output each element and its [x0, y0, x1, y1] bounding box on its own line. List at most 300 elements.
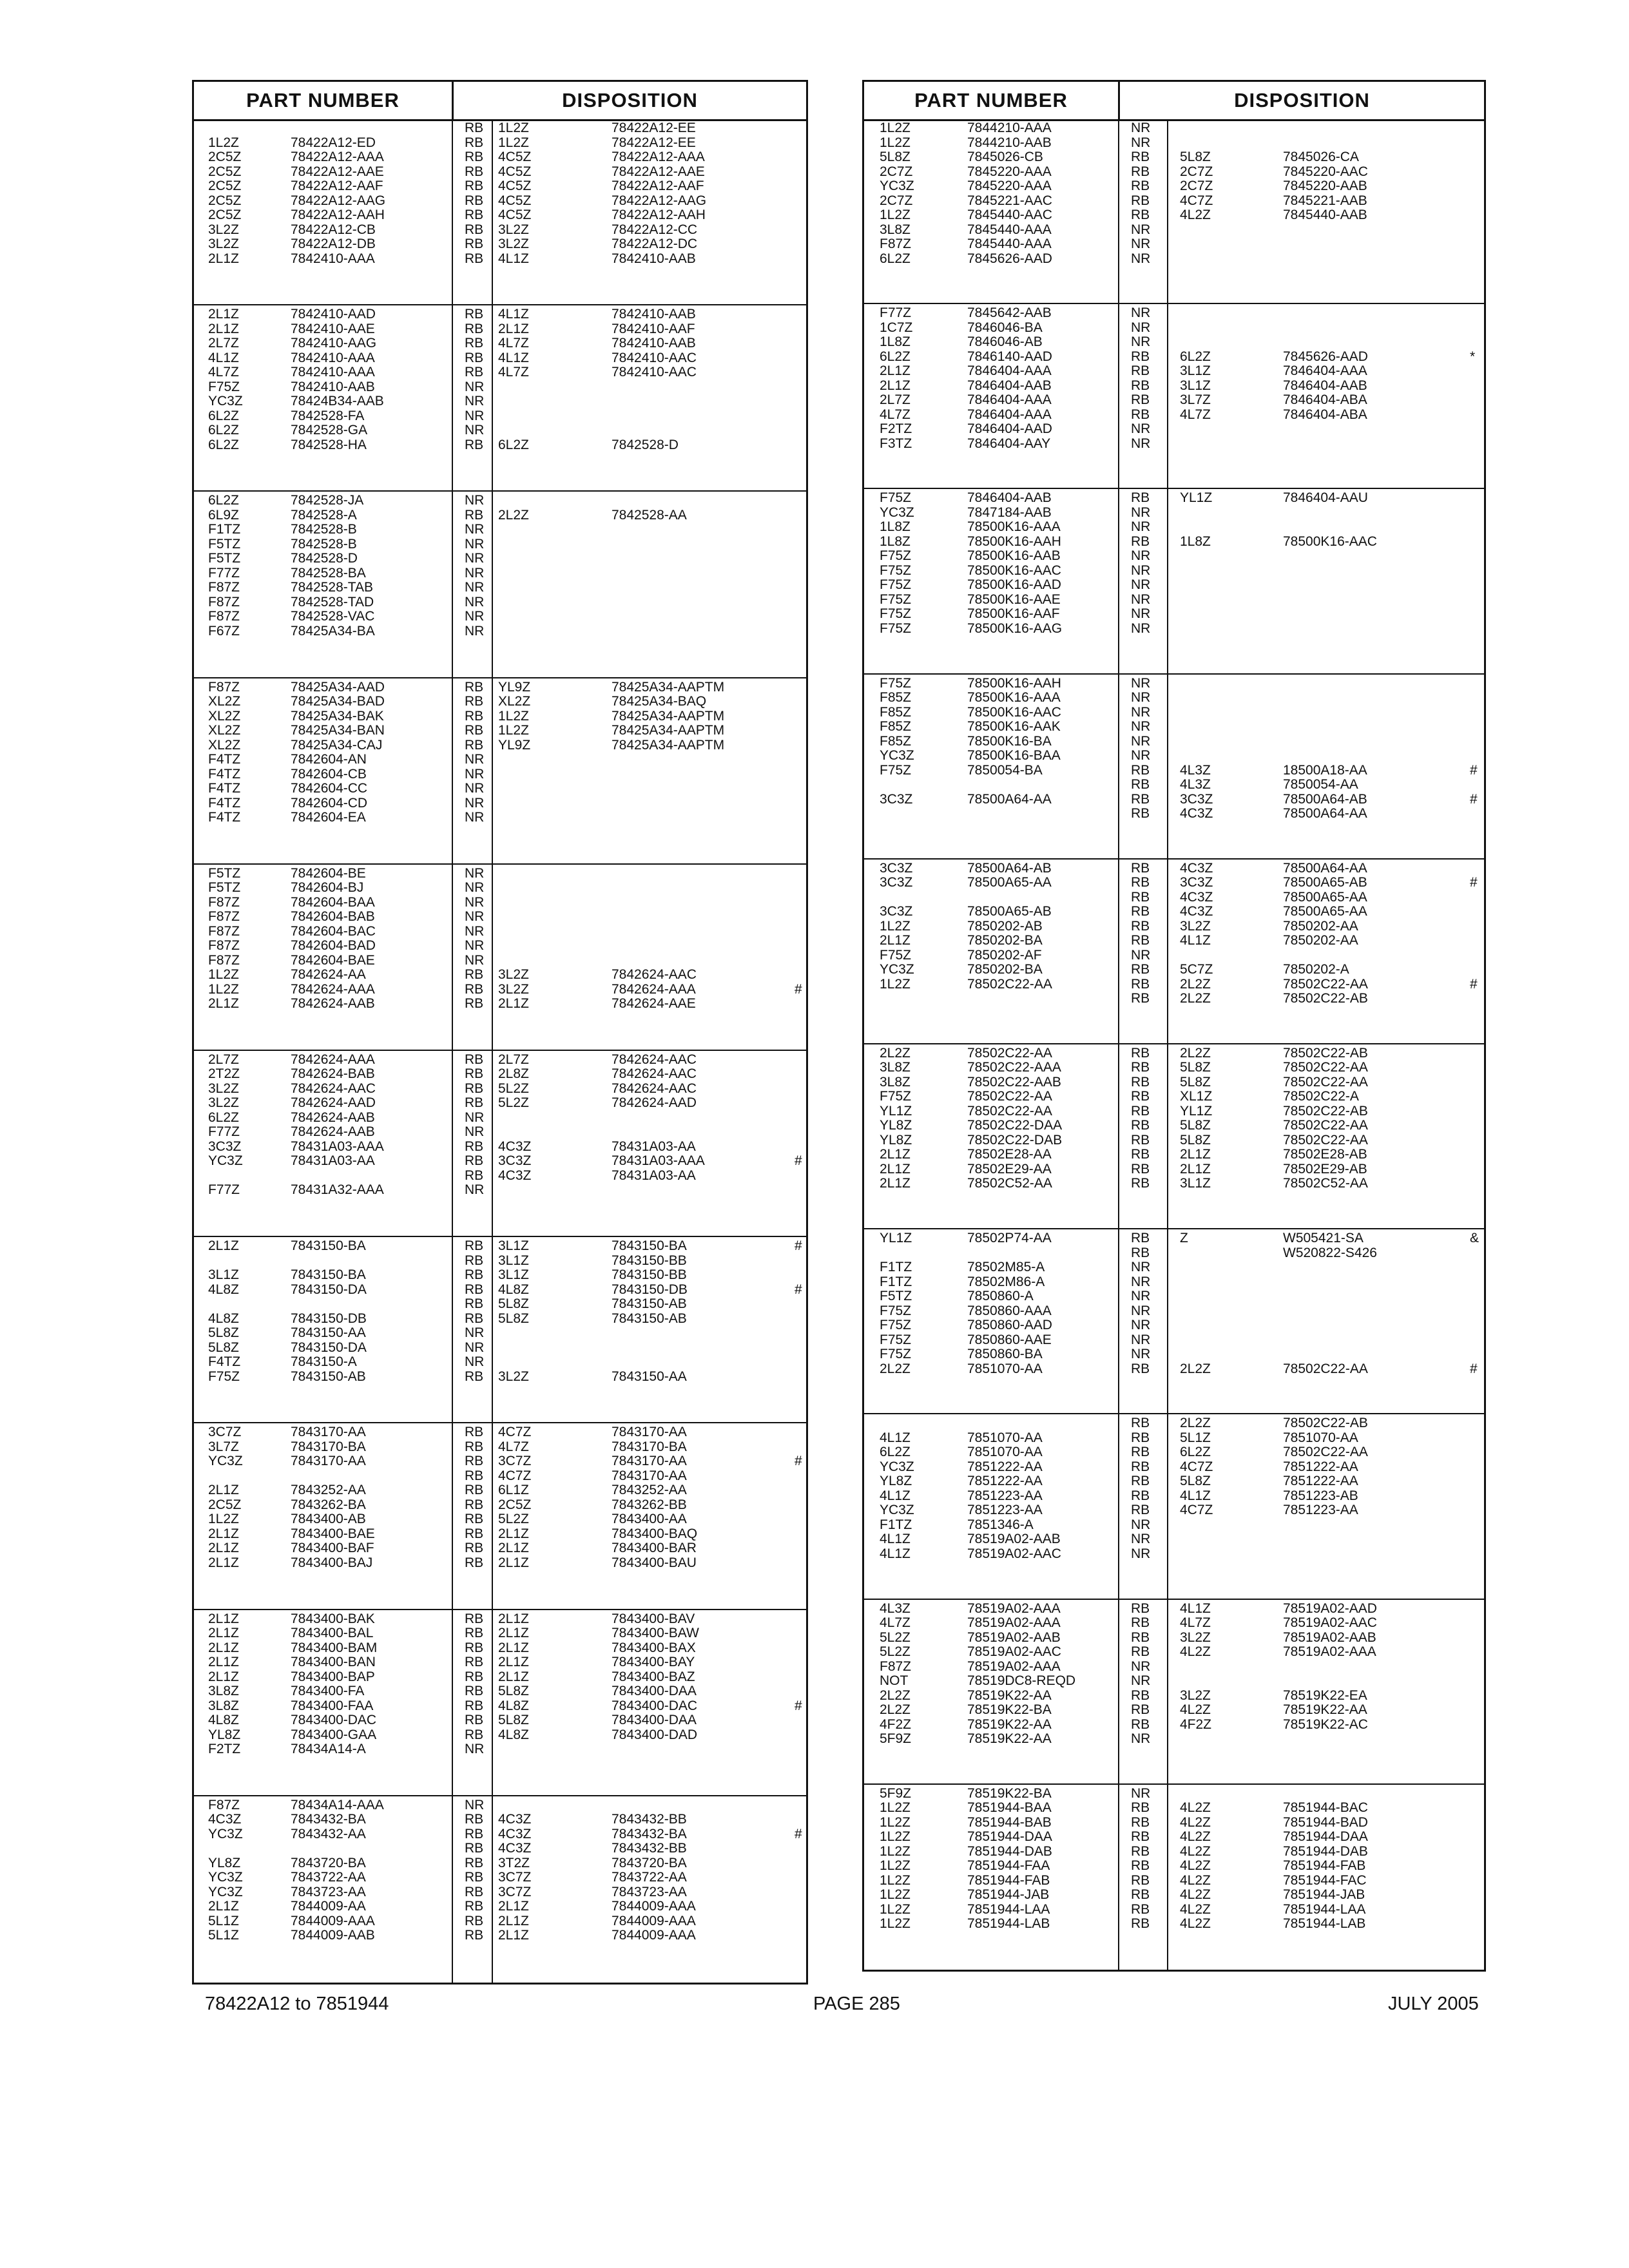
disposition-code: NR: [465, 810, 485, 825]
part-number: 7846046-AB: [967, 334, 1043, 350]
replacement-part: 7843150-BA: [612, 1238, 687, 1254]
table-row: [194, 695, 806, 709]
table-row: [194, 1684, 806, 1699]
prefix: 2C5Z: [208, 1497, 242, 1512]
disposition-code: RB: [1131, 1702, 1150, 1717]
table-row: [194, 1827, 806, 1842]
disposition-code: RB: [465, 1713, 484, 1727]
disposition-code: RB: [1131, 349, 1150, 364]
disposition-code: NR: [465, 752, 485, 767]
part-number: 78519A02-AAC: [967, 1546, 1061, 1561]
table-row: [864, 876, 1484, 890]
replacement-prefix: 3C7Z: [498, 1870, 532, 1885]
table-row: [864, 1602, 1484, 1617]
disposition-code: RB: [465, 1899, 484, 1914]
table-row: [194, 1341, 806, 1356]
disposition-code: RB: [1131, 1245, 1150, 1260]
table-row: [194, 881, 806, 896]
replacement-prefix: 6L2Z: [1180, 349, 1211, 364]
part-number: 78500K16-AAG: [967, 620, 1063, 636]
replacement-part: 7851070-AA: [1283, 1430, 1358, 1445]
part-number: 7850860-A: [967, 1289, 1034, 1304]
prefix: 1L2Z: [880, 1887, 911, 1903]
replacement-part: 78422A12-CC: [612, 222, 698, 237]
prefix: 2T2Z: [208, 1066, 240, 1082]
table-row: [864, 1177, 1484, 1191]
table-row: [194, 1812, 806, 1827]
table-row: [194, 1154, 806, 1169]
part-number: 7850202-AF: [967, 947, 1042, 963]
part-number: 7851944-DAA: [967, 1829, 1052, 1845]
replacement-part: W520822-S426: [1283, 1245, 1377, 1260]
replacement-prefix: 4L2Z: [1180, 207, 1211, 222]
prefix: F75Z: [880, 675, 912, 691]
table-row: [194, 925, 806, 939]
disposition-code: RB: [465, 1669, 484, 1684]
table-row: [194, 523, 806, 537]
disposition-code: NR: [1131, 1658, 1151, 1674]
replacement-prefix: 4L1Z: [498, 251, 529, 266]
table-row: [864, 1090, 1484, 1104]
replacement-prefix: YL9Z: [498, 679, 531, 695]
table-row: [864, 393, 1484, 408]
disposition-code: RB: [1131, 149, 1150, 164]
replacement-prefix: 4L3Z: [1180, 762, 1211, 778]
disposition-code: NR: [465, 795, 485, 811]
part-number: 78425A34-CAJ: [291, 737, 383, 753]
disposition-code: NR: [1131, 421, 1151, 437]
prefix: F75Z: [880, 490, 912, 506]
replacement-part: 7842624-AAE: [612, 996, 696, 1012]
disposition-code: RB: [1131, 918, 1150, 934]
table-row: [194, 1326, 806, 1341]
row-group: [194, 1796, 806, 1983]
prefix: YC3Z: [208, 1153, 243, 1169]
table-row: [194, 1425, 806, 1440]
replacement-part: 7846404-ABA: [1283, 407, 1367, 422]
disposition-code: NR: [465, 580, 485, 595]
part-number: 7845026-CB: [967, 149, 1043, 164]
table-row: [194, 223, 806, 238]
replacement-part: 7843170-AA: [612, 1425, 687, 1440]
replacement-part: 7843400-BAV: [612, 1611, 695, 1626]
prefix: 6L2Z: [880, 251, 911, 266]
table-row: [864, 1347, 1484, 1362]
part-number: 78500K16-AAH: [967, 675, 1061, 691]
replacement-prefix: 4C3Z: [1180, 904, 1213, 919]
row-group: [194, 1610, 806, 1796]
part-number: 7850860-AAA: [967, 1303, 1052, 1318]
disposition-code: RB: [465, 1655, 484, 1669]
table-row: [194, 307, 806, 322]
disposition-code: RB: [1131, 533, 1150, 549]
part-number: 7843150-DB: [291, 1311, 367, 1326]
replacement-part: 78500A65-AB: [1283, 875, 1367, 890]
disposition-code: RB: [465, 723, 484, 738]
prefix: YC3Z: [208, 1826, 243, 1841]
disposition-code: RB: [1131, 1074, 1150, 1090]
replacement-prefix: 2L1Z: [498, 1669, 529, 1684]
replacement-prefix: 2L1Z: [498, 1640, 529, 1655]
disposition-code: RB: [465, 1052, 484, 1067]
replacement-prefix: 4L2Z: [1180, 1814, 1211, 1830]
prefix: F87Z: [208, 594, 240, 610]
replacement-part: 7843432-BB: [612, 1812, 687, 1827]
replacement-prefix: 3L2Z: [498, 981, 529, 997]
part-number: 78500A64-AB: [967, 860, 1052, 876]
note-mark: #: [795, 1454, 802, 1469]
replacement-prefix: 4L1Z: [498, 307, 529, 322]
table-row: [194, 954, 806, 968]
prefix: 2L2Z: [880, 1702, 911, 1717]
table-row: [864, 491, 1484, 506]
prefix: F5TZ: [880, 1289, 912, 1304]
prefix: 2C7Z: [880, 164, 913, 179]
prefix: 5L8Z: [208, 1325, 239, 1341]
part-number: 7851222-AA: [967, 1474, 1043, 1489]
part-number: 78422A12-AAA: [291, 149, 384, 164]
part-number: 7842624-AAA: [291, 1052, 375, 1067]
replacement-prefix: 2L1Z: [498, 1655, 529, 1669]
disposition-code: NR: [1131, 120, 1151, 135]
disposition-code: NR: [1131, 690, 1151, 706]
table-row: [864, 607, 1484, 622]
part-number: 7851944-BAA: [967, 1800, 1052, 1816]
table-row: [864, 1075, 1484, 1090]
prefix: 2C5Z: [208, 164, 242, 179]
replacement-part: 7846404-ABA: [1283, 392, 1367, 408]
part-number: 78502C22-AAB: [967, 1074, 1061, 1090]
prefix: 4L8Z: [208, 1713, 239, 1727]
prefix: F1TZ: [208, 522, 241, 537]
part-number: 7850054-BA: [967, 762, 1043, 778]
replacement-prefix: 4L2Z: [1180, 1644, 1211, 1659]
disposition-code: RB: [1131, 193, 1150, 208]
prefix: 1L8Z: [880, 533, 911, 549]
replacement-prefix: 3L2Z: [498, 236, 529, 251]
row-group: [864, 1785, 1484, 1970]
prefix: 4L7Z: [208, 365, 239, 380]
part-number: 7842528-TAD: [291, 594, 374, 610]
table-row: [864, 321, 1484, 336]
part-number: 7851346-A: [967, 1517, 1034, 1532]
replacement-prefix: 2L1Z: [498, 1626, 529, 1640]
note-mark: #: [1470, 762, 1478, 778]
table-row: [864, 1888, 1484, 1903]
part-number: 7851070-AA: [967, 1430, 1043, 1445]
table-row: [194, 409, 806, 424]
replacement-part: 7843170-AA: [612, 1454, 687, 1469]
replacement-part: 7842410-AAC: [612, 350, 697, 365]
table-row: [864, 1489, 1484, 1504]
table-row: [864, 890, 1484, 905]
table-row: [864, 1518, 1484, 1533]
table-row: [864, 977, 1484, 992]
replacement-prefix: 4L1Z: [1180, 1600, 1211, 1616]
disposition-code: RB: [1131, 1814, 1150, 1830]
replacement-prefix: 3L1Z: [498, 1238, 529, 1254]
replacement-prefix: 5L8Z: [498, 1713, 529, 1727]
replacement-prefix: 5L8Z: [1180, 1132, 1211, 1148]
disposition-code: RB: [1131, 791, 1150, 807]
part-number: 7845220-AAA: [967, 164, 1052, 179]
replacement-part: 78502C22-AA: [1283, 1060, 1368, 1075]
prefix: F85Z: [880, 690, 912, 706]
disposition-code: RB: [1131, 1176, 1150, 1191]
part-number: 7843150-DA: [291, 1282, 367, 1297]
prefix: 5L1Z: [208, 1928, 239, 1943]
disposition-code: RB: [1131, 490, 1150, 506]
replacement-part: 78519A02-AAA: [1283, 1644, 1376, 1659]
part-number: 7843150-AA: [291, 1325, 366, 1341]
note-mark: #: [1470, 1361, 1478, 1376]
replacement-prefix: 3L2Z: [1180, 918, 1211, 934]
row-group: [194, 1423, 806, 1610]
prefix: 1L2Z: [880, 1843, 911, 1859]
part-number: 78500K16-AAD: [967, 577, 1061, 593]
replacement-part: 78502C22-AA: [1283, 1132, 1368, 1148]
prefix: F4TZ: [208, 1354, 241, 1370]
part-number: 78502C22-DAB: [967, 1132, 1063, 1148]
table-row: [194, 1742, 806, 1757]
disposition-code: NR: [1131, 606, 1151, 622]
part-number: 7846404-AAY: [967, 436, 1051, 451]
replacement-prefix: 2L1Z: [1180, 1161, 1211, 1177]
prefix: 4F2Z: [880, 1716, 912, 1732]
prefix: 2C5Z: [208, 149, 242, 164]
table-row: [194, 1641, 806, 1656]
table-row: [864, 179, 1484, 194]
disposition-code: NR: [465, 394, 485, 409]
replacement-prefix: 4C3Z: [1180, 889, 1213, 905]
table-row: [864, 1318, 1484, 1333]
prefix: 2L1Z: [208, 251, 239, 266]
part-number: 7845440-AAA: [967, 222, 1052, 237]
page-number: PAGE 285: [813, 1994, 900, 2014]
part-number: 7843400-GAA: [291, 1727, 377, 1742]
table-row: [864, 1830, 1484, 1845]
note-mark: #: [795, 1238, 802, 1254]
row-group: [864, 119, 1484, 304]
prefix: 6L2Z: [208, 1110, 239, 1125]
part-number: 78502C22-AA: [967, 1089, 1052, 1104]
table-row: [194, 1082, 806, 1097]
table-row: [194, 1728, 806, 1743]
disposition-code: RB: [465, 336, 484, 351]
prefix: F87Z: [208, 909, 240, 925]
table-row: [194, 1067, 806, 1082]
prefix: 6L2Z: [208, 408, 239, 423]
disposition-code: RB: [465, 251, 484, 266]
table-row: [864, 237, 1484, 252]
disposition-code: RB: [1131, 1615, 1150, 1630]
table-row: [864, 1246, 1484, 1261]
replacement-prefix: 4C3Z: [498, 1168, 532, 1183]
part-number: 7842624-AA: [291, 967, 366, 983]
table-row: [194, 1527, 806, 1542]
disposition-code: NR: [465, 865, 485, 881]
part-number: 78519A02-AAA: [967, 1600, 1061, 1616]
disposition-code: NR: [465, 609, 485, 624]
part-number: 7851944-JAB: [967, 1887, 1050, 1903]
note-mark: #: [795, 1698, 802, 1713]
replacement-part: 7845220-AAB: [1283, 178, 1367, 193]
prefix: 3L8Z: [208, 1684, 239, 1698]
replacement-prefix: 4L2Z: [1180, 1916, 1211, 1932]
part-number: 7843432-BA: [291, 1812, 366, 1827]
prefix: 4L1Z: [880, 1532, 911, 1547]
part-number: 7845440-AAA: [967, 236, 1052, 251]
prefix: 4L7Z: [880, 1615, 911, 1630]
disposition-code: NR: [465, 781, 485, 796]
part-number: 7846404-AAB: [967, 490, 1052, 506]
prefix: F87Z: [208, 952, 240, 968]
prefix: F1TZ: [880, 1274, 912, 1289]
replacement-part: 78422A12-AAH: [612, 207, 706, 222]
table-row: [194, 1498, 806, 1513]
disposition-code: NR: [1131, 1517, 1151, 1532]
part-number: 78502C22-AA: [967, 976, 1052, 992]
part-number: 7842528-GA: [291, 423, 368, 438]
replacement-prefix: 4L3Z: [1180, 777, 1211, 793]
prefix: 1L2Z: [880, 207, 911, 222]
table-row: [194, 1928, 806, 1943]
disposition-code: RB: [465, 1826, 484, 1841]
replacement-part: 7846404-AAB: [1283, 378, 1367, 393]
disposition-code: NR: [465, 938, 485, 954]
replacement-prefix: 1L2Z: [498, 723, 529, 738]
prefix: F85Z: [880, 704, 912, 720]
table-row: [194, 680, 806, 695]
table-row: [864, 1148, 1484, 1162]
prefix: YL1Z: [880, 1103, 912, 1119]
replacement-prefix: 3T2Z: [498, 1855, 530, 1870]
table-row: [864, 1445, 1484, 1460]
table-row: [194, 252, 806, 267]
part-number: 7846404-AAA: [967, 407, 1052, 422]
replacement-part: 78422A12-AAE: [612, 164, 705, 179]
disposition-code: RB: [465, 1841, 484, 1856]
disposition-code: NR: [1131, 1532, 1151, 1547]
table-row: [864, 1046, 1484, 1061]
row-group: [194, 1237, 806, 1423]
table-row: [194, 1612, 806, 1627]
prefix: 4L1Z: [208, 350, 239, 365]
prefix: 5L8Z: [880, 149, 911, 164]
prefix: 4L7Z: [880, 407, 911, 422]
prefix: 4L1Z: [880, 1546, 911, 1561]
prefix: F87Z: [208, 609, 240, 624]
part-number: 7842624-AAB: [291, 1124, 375, 1140]
table-row: [194, 1283, 806, 1298]
table-row: [864, 934, 1484, 948]
prefix: 3L2Z: [208, 222, 239, 237]
disposition-code: NR: [465, 379, 485, 394]
disposition-code: RB: [1131, 1843, 1150, 1859]
prefix: F67Z: [208, 623, 240, 639]
replacement-prefix: 4L8Z: [498, 1698, 529, 1713]
replacement-prefix: 1L2Z: [498, 708, 529, 724]
replacement-prefix: 4L2Z: [1180, 1887, 1211, 1903]
table-row: [864, 1845, 1484, 1860]
part-number: 78502C22-AAA: [967, 1060, 1061, 1075]
prefix: 2L7Z: [208, 336, 239, 351]
disposition-code: RB: [465, 1296, 484, 1312]
prefix: 1L2Z: [880, 1858, 911, 1874]
prefix: F1TZ: [880, 1260, 912, 1275]
table-row: [194, 1312, 806, 1327]
table-row: [194, 1713, 806, 1728]
replacement-prefix: 5L2Z: [498, 1512, 529, 1527]
prefix: 2L1Z: [880, 933, 911, 948]
replacement-part: 78502C22-AB: [1283, 1416, 1368, 1431]
part-number: 78500K16-AAE: [967, 591, 1061, 607]
part-number: 78425A34-BA: [291, 623, 375, 639]
disposition-code: RB: [465, 1168, 484, 1183]
disposition-code: NR: [465, 880, 485, 896]
replacement-part: 78500K16-AAC: [1283, 533, 1377, 549]
replacement-prefix: 3L1Z: [1180, 363, 1211, 379]
table-row: [864, 948, 1484, 963]
disposition-code: RB: [465, 1855, 484, 1870]
part-number: 7843400-FAA: [291, 1698, 374, 1713]
replacement-prefix: 4C3Z: [498, 1139, 532, 1154]
table-row: [864, 706, 1484, 720]
prefix: 1L2Z: [880, 1814, 911, 1830]
table-row: [194, 1870, 806, 1885]
table-row: [864, 919, 1484, 934]
replacement-prefix: 3L2Z: [498, 222, 529, 237]
replacement-part: 78500A64-AA: [1283, 806, 1367, 822]
replacement-prefix: 4L8Z: [498, 1282, 529, 1297]
replacement-part: 7850202-A: [1283, 962, 1349, 977]
part-number: 7843170-AA: [291, 1425, 366, 1440]
replacement-part: 7851944-LAA: [1283, 1901, 1366, 1917]
table-row: [194, 1440, 806, 1455]
disposition-code: RB: [465, 178, 484, 193]
part-number: 7843723-AA: [291, 1884, 366, 1899]
part-number: 7842604-CB: [291, 766, 367, 782]
part-number: 7844210-AAA: [967, 120, 1052, 135]
replacement-part: 78431A03-AA: [612, 1139, 696, 1154]
part-number: 7842604-CD: [291, 795, 368, 811]
table-row: [864, 1304, 1484, 1319]
prefix: 5F9Z: [880, 1785, 912, 1801]
replacement-prefix: 2L2Z: [1180, 1416, 1211, 1431]
prefix: 1L2Z: [880, 976, 911, 992]
prefix: 1L2Z: [880, 1916, 911, 1932]
replacement-part: 7851944-FAB: [1283, 1858, 1366, 1874]
row-group: [864, 675, 1484, 860]
disposition-code: NR: [1131, 1289, 1151, 1304]
replacement-part: 78502C22-AA: [1283, 976, 1368, 992]
part-number: 7851944-BAB: [967, 1814, 1052, 1830]
part-number: 78422A12-AAE: [291, 164, 384, 179]
replacement-prefix: 4C3Z: [498, 1826, 532, 1841]
prefix: YC3Z: [208, 1884, 243, 1899]
replacement-part: 7842624-AAC: [612, 967, 697, 983]
table-row: [194, 136, 806, 151]
part-number: 78500K16-AAA: [967, 690, 1061, 706]
part-number: 7843150-A: [291, 1354, 357, 1370]
replacement-prefix: 4F2Z: [1180, 1716, 1212, 1732]
table-row: [864, 1801, 1484, 1816]
table-row: [194, 121, 806, 136]
replacement-part: 78502C22-AA: [1283, 1074, 1368, 1090]
disposition-code: RB: [465, 135, 484, 150]
disposition-code: NR: [1131, 222, 1151, 237]
table-row: [864, 306, 1484, 321]
